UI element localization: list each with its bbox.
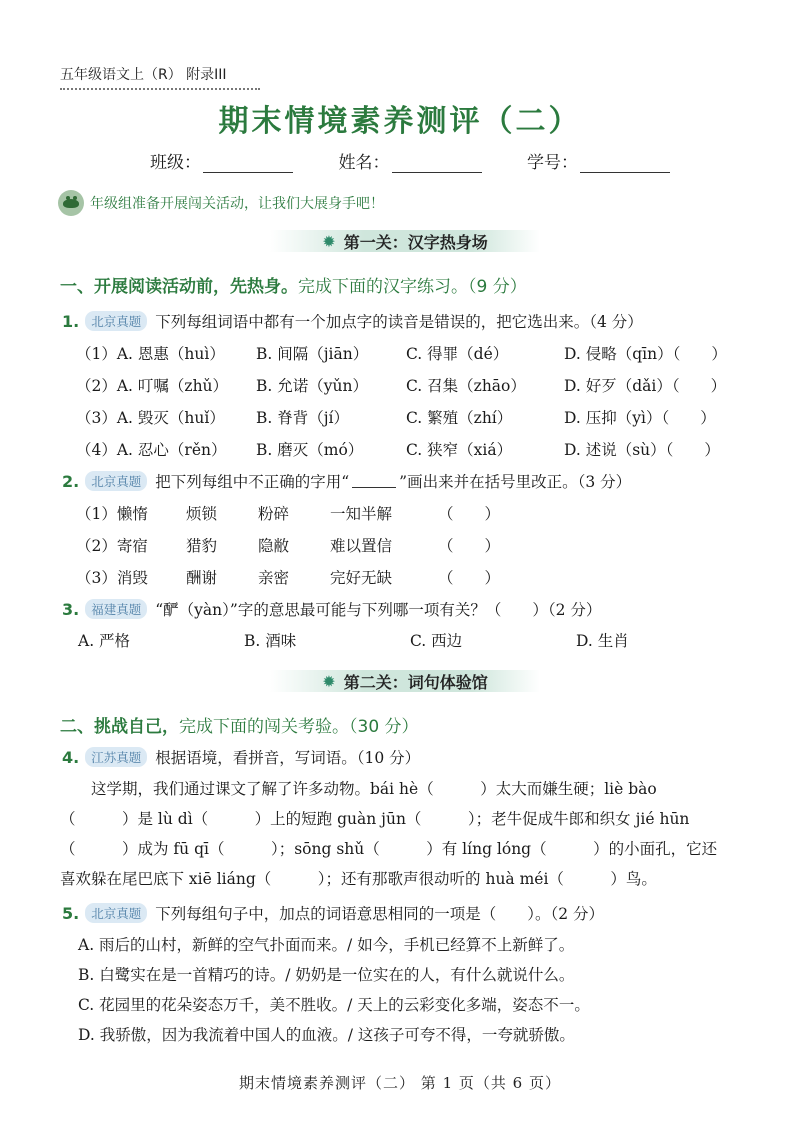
level-banner-2: [270, 670, 540, 692]
q2-row-2: （2）寄宿 猎豹 隐敝 难以置信 （ ）: [76, 537, 501, 555]
name-field[interactable]: [339, 148, 482, 173]
question-4: 4. 江苏真题 根据语境，看拼音，写词语。（10 分）: [62, 747, 421, 767]
underline-sample: [352, 474, 396, 488]
class-label: 班级：: [150, 153, 201, 173]
sun-icon: ✹: [322, 671, 336, 691]
page-footer: 期末情境素养测评（二） 第 1 页（共 6 页）: [239, 1074, 561, 1092]
student-info: [150, 148, 670, 173]
intro-text: 年级组准备开展闯关活动，让我们大展身手吧！: [90, 196, 384, 212]
source-badge: 北京真题: [85, 311, 147, 331]
header-tag: 五年级语文上（R） 附录III: [60, 64, 260, 90]
q1-row-1: （1）A. 恩惠（huì） B. 间隔（jiān） C. 得罪（dé） D. 侵略（qīn）（ ）: [76, 345, 727, 363]
q2-row-3: （3）消毁 酬谢 亲密 完好无缺 （ ）: [76, 569, 501, 587]
name-blank[interactable]: [392, 155, 482, 173]
question-5: 5. 北京真题 下列每组句子中，加点的词语意思相同的一项是（ ）。（2 分）: [62, 903, 605, 923]
section-heading-1: 一、开展阅读活动前，先热身。完成下面的汉字练习。（9 分）: [60, 277, 527, 297]
q2-row-1: （1）懒惰 烦锁 粉碎 一知半解 （ ）: [76, 505, 501, 523]
name-label: 姓名：: [338, 153, 390, 173]
source-badge: 福建真题: [85, 599, 147, 619]
level-label-2: 第二关：词句体验馆: [343, 672, 488, 692]
id-label: 学号：: [527, 153, 578, 173]
intro: [58, 190, 384, 216]
question-3: 3. 福建真题 “酽（yàn）”字的意思最可能与下列哪一项有关？（ ）（2 分）: [62, 599, 602, 619]
level-banner-1: [270, 230, 540, 252]
question-1: 1. 北京真题 下列每组词语中都有一个加点字的读音是错误的，把它选出来。（4 分）: [62, 311, 643, 331]
level-label-1: 第一关：汉字热身场: [343, 232, 488, 252]
section-heading-2: 二、挑战自己，完成下面的闯关考验。（30 分）: [60, 717, 419, 737]
id-blank[interactable]: [580, 155, 670, 173]
q4-passage: 这学期，我们通过课文了解了许多动物。bái hè（ ）太大而嫌生硬；liè bào （ ）是 lù dì（ ）上的短跑 guàn jūn（ ）；老牛促成牛郎和织女 jié hūn （ ）成为 fū qī（ ）；sōng shǔ（ ）有 líng lóng（ ）的小面孔，它还 喜欢躲在尾巴底下 xiē liáng（ ）；还有那歌声很动听的 huà méi（ ）鸟。: [60, 780, 718, 888]
q1-row-2: （2）A. 叮嘱（zhǔ） B. 允诺（yǔn） C. 召集（zhāo） D. 好歹（dǎi）（ ）: [76, 377, 727, 395]
source-badge: 北京真题: [85, 903, 147, 923]
q1-row-4: （4）A. 忍心（rěn） B. 磨灭（mó） C. 狭窄（xiá） D. 述说（sù）（ ）: [76, 441, 720, 459]
q1-row-3: （3）A. 毁灭（huǐ） B. 脊背（jí） C. 繁殖（zhí） D. 压抑（yì）（ ）: [76, 409, 716, 427]
q5-options: A. 雨后的山村，新鲜的空气扑面而来。/ 如今，手机已经算不上新鲜了。 B. 白鹭实在是一首精巧的诗。/ 奶奶是一位实在的人，有什么就说什么。 C. 花园里的花朵姿态万千，美不胜收。/ 天上的云彩变化多端，姿态不一。 D. 我骄傲，因为我流着中国人的血液。/ 这孩子可夸不得，一夸就骄傲。: [78, 936, 590, 1044]
frog-icon: [58, 190, 84, 216]
source-badge: 北京真题: [85, 471, 147, 491]
source-badge: 江苏真题: [85, 747, 147, 767]
question-2: 2. 北京真题 把下列每组中不正确的字用“ ”画出来并在括号里改正。（3 分）: [62, 471, 632, 491]
page-title: 期末情境素养测评（二）: [218, 104, 582, 139]
id-field[interactable]: [527, 148, 670, 173]
class-blank[interactable]: [203, 155, 293, 173]
sun-icon: ✹: [322, 231, 336, 251]
q3-options: A. 严格 B. 酒味 C. 西边 D. 生肖: [78, 632, 629, 650]
class-field[interactable]: [150, 148, 293, 173]
